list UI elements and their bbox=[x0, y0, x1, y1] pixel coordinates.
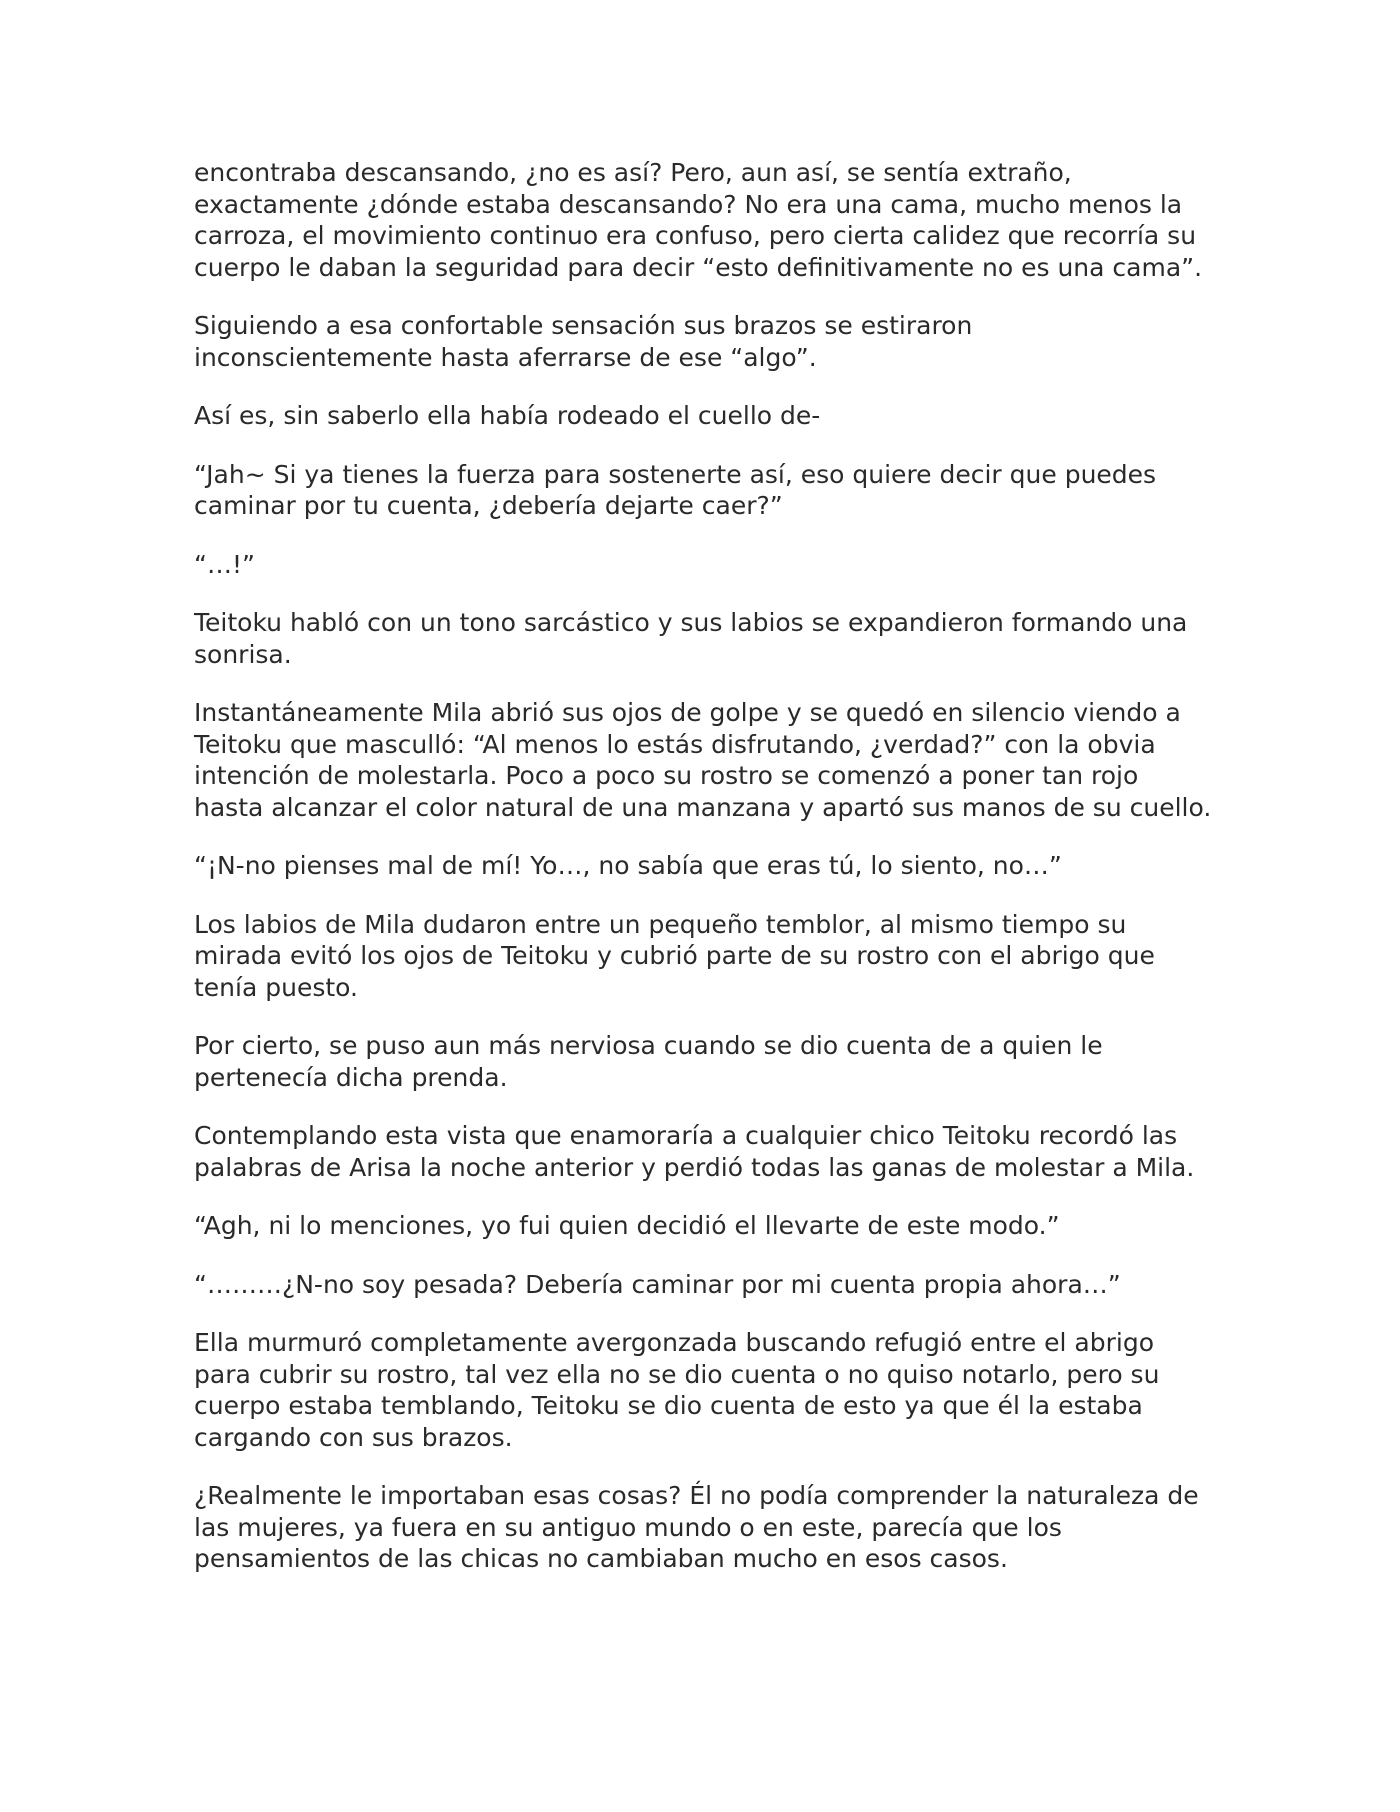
paragraph: “¡N-no pienses mal de mí! Yo…, no sabía que eras tú, lo siento, no…” bbox=[194, 851, 1062, 880]
paragraph: Los labios de Mila dudaron entre un pequeño temblor, al mismo tiempo su mirada evitó los ojos de Teitoku y cubrió parte de su rostro con el abrigo que tenía puesto. bbox=[194, 909, 1155, 1002]
paragraph: “…!” bbox=[194, 549, 255, 579]
paragraph: ¿Realmente le importaban esas cosas? Él no podía comprender la naturaleza de las mujeres, ya fuera en su antiguo mundo o en este, parecía que los pensamientos de las chicas no cambiaban mucho en esos casos. bbox=[194, 1481, 1199, 1573]
paragraph: “Jah~ Si ya tienes la fuerza para sostenerte así, eso quiere decir que puedes caminar por tu cuenta, ¿debería dejarte caer?” bbox=[194, 459, 1157, 520]
paragraph: encontraba descansando, ¿no es así? Pero, aun así, se sentía extraño, exactamente ¿dónde estaba descansando? No era una cama, mucho menos la carroza, el movimiento continuo era confuso, pero cierta calidez que recorría su cuerpo le daban la seguridad para decir “esto definitivamente no es una cama”. bbox=[194, 158, 1203, 282]
paragraph: Contemplando esta vista que enamoraría a cualquier chico Teitoku recordó las palabras de Arisa la noche anterior y perdió todas las ganas de molestar a Mila. bbox=[194, 1121, 1195, 1182]
paragraph: Ella murmuró completamente avergonzada buscando refugió entre el abrigo para cubrir su rostro, tal vez ella no se dio cuenta o no quiso notarlo, pero su cuerpo estaba temblando, Teitoku se dio cuenta de esto ya que él la estaba cargando con sus brazos. bbox=[194, 1328, 1160, 1452]
paragraph: Siguiendo a esa confortable sensación sus brazos se estiraron inconscientemente hasta aferrarse de ese “algo”. bbox=[194, 311, 973, 372]
paragraph: Así es, sin saberlo ella había rodeado el cuello de- bbox=[194, 401, 821, 430]
paragraph: “Agh, ni lo menciones, yo fui quien decidió el llevarte de este modo.” bbox=[194, 1211, 1060, 1240]
paragraph: “………¿N-no soy pesada? Debería caminar por mi cuenta propia ahora…” bbox=[194, 1269, 1121, 1299]
paragraph: Por cierto, se puso aun más nerviosa cuando se dio cuenta de a quien le pertenecía dicha prenda. bbox=[194, 1031, 1103, 1092]
paragraph: Teitoku habló con un tono sarcástico y sus labios se expandieron formando una sonrisa. bbox=[194, 608, 1188, 669]
paragraph: Instantáneamente Mila abrió sus ojos de golpe y se quedó en silencio viendo a Teitoku que masculló: “Al menos lo estás disfrutando, ¿verdad?” con la obvia intención de molestarla. Poco a poco su rostro se comenzó a poner tan rojo hasta alcanzar el color natural de una manzana y apartó sus manos de su cuello. bbox=[194, 698, 1212, 822]
document-body bbox=[194, 157, 1214, 1602]
